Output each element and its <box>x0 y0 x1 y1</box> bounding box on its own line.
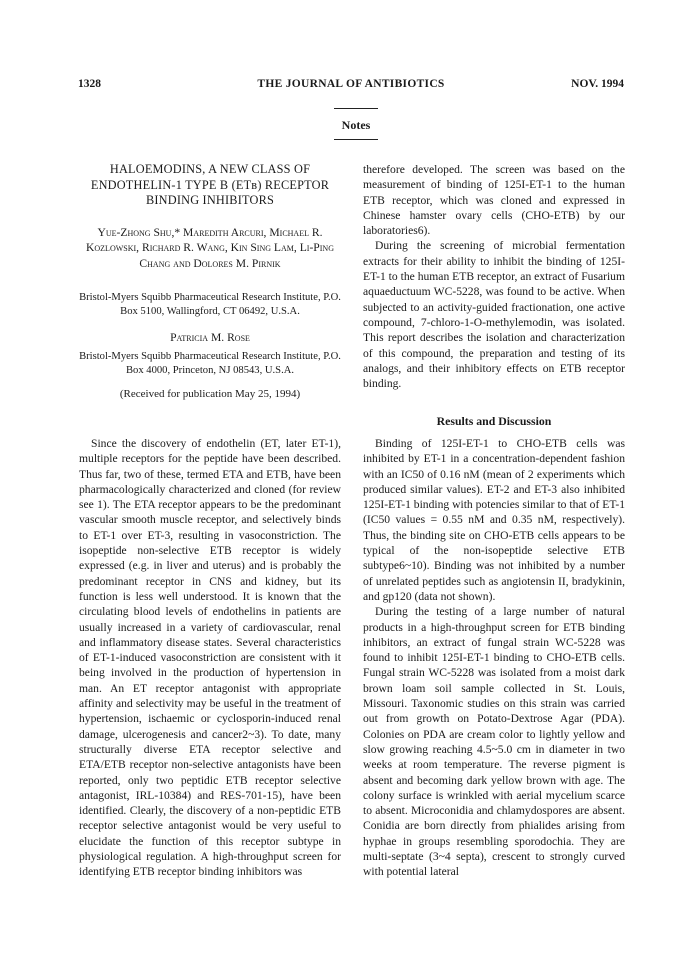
author-2: Patricia M. Rose <box>170 331 250 344</box>
journal-title: THE JOURNAL OF ANTIBIOTICS <box>257 78 445 90</box>
article-title-text: HALOEMODINS, A NEW CLASS OF ENDOTHELIN-1 TYPE B (ETʙ) RECEPTOR BINDING INHIBITORS <box>90 162 330 207</box>
screening-paragraph: During the screening of microbial fermentation extracts for their ability to inhibit the binding of 125I-ET-1 to the human ETB receptor, an extract of Fusarium aquaeductuum WC-5228, was found to be active. When subjected to an activity-guided fractionation, one active compound, 7-chloro-1-O-methylemodin, was isolated. This report describes the isolation and characterization of this compound, the preparation and testing of its analogs, and their inhibitory effects on ETB receptor binding. <box>363 239 625 391</box>
issue-date: NOV. 1994 <box>571 78 624 90</box>
author-list: Yue-Zhong Shu,* Maredith Arcuri, Michael R. Kozlowski, Richard R. Wang, Kin Sing Lam, Li-Ping Chang and Dolores M. Pirnik <box>86 226 334 270</box>
intro-continued-paragraph: therefore developed. The screen was based on the measurement of binding of 125I-ET-1 to the human ETB receptor, which was cloned and expressed in Chinese hamster ovary cells (CHO-ETB) by our laboratories6). <box>363 163 625 238</box>
received-date: (Received for publication May 25, 1994) <box>119 388 301 400</box>
page-number: 1328 <box>78 78 101 90</box>
notes-rule-bottom <box>334 139 378 140</box>
right-top-column <box>363 162 625 391</box>
running-header <box>78 78 624 94</box>
right-bottom-column <box>363 436 625 880</box>
affiliation-1: Bristol-Myers Squibb Pharmaceutical Research Institute, P.O. Box 5100, Wallingford, CT 06492, U.S.A. <box>79 292 341 317</box>
article-title <box>79 162 341 209</box>
taxonomy-paragraph: During the testing of a large number of natural products in a high-throughput screen for ETB binding inhibitors, an extract of fungal strain WC-5228 was found to inhibit 125I-ET-1 binding to CHO-ETB cells. Fungal strain WC-5228 was isolated from a moist dark brown loam soil sample collected in St. Louis, Missouri. Taxonomic studies on this strain was carried out from growth on Potato-Dextrose Agar (PDA). Colonies on PDA are cream color to lightly yellow and slow growing reaching 4.5~5.0 cm in diameter in two weeks at room temperature. The reverse pigment is absent and becoming dark yellow brown with age. The colony surface is wrinkled with aerial mycelium scarce to absent. Microconidia and chlamydospores are absent. Conidia are born directly from phialides arising from hyphae in groups resembling sporodochia. They are multi-septate (3~4 septa), crescent to strongly curved with potential lateral <box>363 605 625 879</box>
notes-rule-top <box>334 108 378 109</box>
section-label: Notes <box>341 118 371 132</box>
results-heading: Results and Discussion <box>436 414 552 428</box>
intro-paragraph: Since the discovery of endothelin (ET, later ET-1), multiple receptors for the peptide have been described. Thus far, two of these, termed ETA and ETB, have been pharmacologically characterized and cloned (for review see 1). The ETA receptor appears to be the predominant vascular smooth muscle receptor, and selectively binds to ET-1 over ET-3, resulting in vasoconstriction. The isopeptide non-selective ETB receptor is widely expressed (e.g. in liver and uterus) and is probably the predominant receptor in CNS and kidney, but its function is less well understood. It is known that the circulating blood levels of endothelins in patients are usually increased in a variety of cardiovascular, renal and inflammatory disease states. Several characteristics of ET-1-induced vasoconstriction are consistent with it being involved in the production of hypertension in man. An ET receptor antagonist with appropriate affinity and selectivity may be useful in the treatment of hypertension, ischaemic or cyclosporin-induced renal damage, ulcerogenesis and cancer2~3). To date, many structurally diverse ETA receptor selective and ETA/ETB receptor non-selective antagonists have been reported, only two peptidic ETB receptor selective antagonist, IRL-10384) and RES-701-15), have been identified. Clearly, the discovery of a non-peptidic ETB receptor selective antagonist would be very useful to elucidate the function of this receptor subtype in physiological regulation. A high-throughput screen for identifying ETB receptor binding inhibitors was <box>79 437 341 879</box>
affiliation-2: Bristol-Myers Squibb Pharmaceutical Research Institute, P.O. Box 4000, Princeton, NJ 08543, U.S.A. <box>79 351 341 376</box>
left-body-column <box>79 436 341 880</box>
binding-paragraph: Binding of 125I-ET-1 to CHO-ETB cells was inhibited by ET-1 in a concentration-dependent fashion with an IC50 of 0.16 nM (mean of 2 experiments which produced similar values). ET-2 and ET-3 also inhibited 125I-ET-1 binding with potencies similar to that of ET-1 (IC50 values = 0.55 nM and 0.35 nM, respectively). Thus, the binding site on CHO-ETB cells appears to be typical of the non-isopeptide selective ETB subtype6~10). Binding was not inhibited by a number of unrelated peptides such as angiotensin II, bradykinin, and gp120 (data not shown). <box>363 437 625 603</box>
